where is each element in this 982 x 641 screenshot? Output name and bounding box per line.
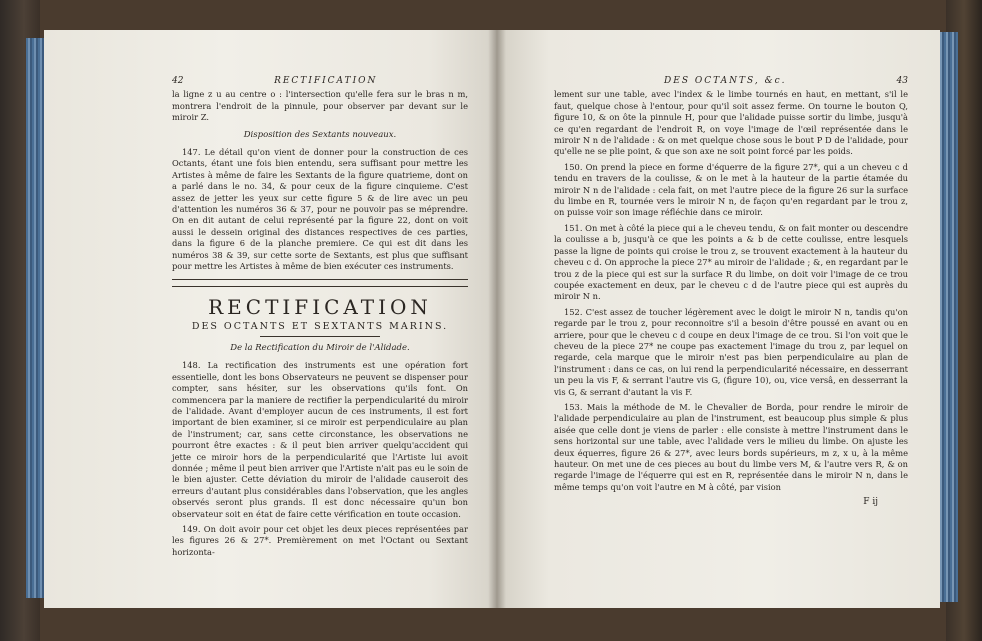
left-top-text: la ligne z u au centre o : l'intersection qu'elle fera sur le bras n m, montrera l'endroit de la pinnule, pour observer par devant sur le miroir Z. — [172, 89, 468, 123]
right-top-text: lement sur une table, avec l'index & le limbe tournés en haut, en mettant, s'il le faut, quelque chose à l'entour, pour qu'il soit assez ferme. On tourne le bouton Q, figure 10, & on ôte la pinnule H, pour que l'alidade puisse sortir du limbe, jusqu'à ce qu'en regardant de l'endroit R, on voye l'image de l'œil représentée dans le miroir N n de l'alidade : & on met quelque chose sous le bout P D de l'alidade, pour qu'elle ne se plie point, & que son axe ne soit point forcé par les poids. — [554, 89, 908, 157]
paragraph-151: 151. On met à côté la piece qui a le cheveu tendu, & on fait monter ou descendre la coulisse a b, jusqu'à ce que les points a & b de cette coulisse, entre lesquels passe la ligne de points qui croise le trou z, se trouvent exactement à la hauteur du cheveu c d. On approche la piece 27* au miroir de l'alidade ; &, en regardant par le trou z de la piece qui est sur la surface R du limbe, on doit voir l'image de ce trou coupée exactement en deux, par le cheveu c d de l'autre piece qui est auprès du miroir N n. — [554, 222, 908, 302]
right-running-head — [554, 76, 908, 87]
right-running-title: DES OCTANTS, &c. — [664, 76, 787, 86]
paragraph-149: 149. On doit avoir pour cet objet les deux pieces représentées par les figures 26 & 27*. Premièrement on met l'Octant ou Sextant horizonta- — [172, 524, 468, 557]
paragraph-150: 150. On prend la piece en forme d'équerre de la figure 27*, qui a un cheveu c d tendu en travers de la coulisse, & on le met à la hauteur de la partie étamée du miroir N n de l'alidade : cela fait, on met l'autre piece de la figure 26 sur la surface du limbe en R, tournée vers le miroir N n, de façon qu'en regardant par le trou z, on puisse voir son image réfléchie dans ce miroir. — [554, 161, 908, 218]
right-page-number: 43 — [896, 76, 908, 86]
left-running-head — [172, 76, 468, 87]
subsection-heading-alidade: De la Rectification du Miroir de l'Alidade. — [230, 342, 410, 353]
paragraph-152: 152. C'est assez de toucher légèrement avec le doigt le miroir N n, tandis qu'on regarde par le trou z, pour reconnoitre s'il a besoin d'être poussé en avant ou en arriere, pour que le cheveu c d coupe en deux l'image de ce trou. Si l'on voit que le cheveu de la piece 27* ne coupe pas exactement l'image du trou z, par lequel on regarde, cela marque que le miroir n'est pas bien perpendiculaire au plan de l'instrument : dans ce cas, on lui rend la perpendicularité nécessaire, en desserrant un peu la vis F, & serrant l'autre vis G, (figure 10), ou, vice versâ, en desserrant la vis G, & serrant d'autant la vis F. — [554, 306, 908, 397]
signature-mark: F ij — [863, 497, 878, 508]
chapter-title: RECTIFICATION — [208, 294, 432, 319]
gutter-shadow — [488, 30, 506, 608]
left-running-title: RECTIFICATION — [274, 76, 378, 86]
subtitle-rule — [260, 336, 380, 337]
right-page-edges — [938, 32, 958, 602]
chapter-subtitle: DES OCTANTS ET SEXTANTS MARINS. — [191, 320, 449, 332]
right-page — [496, 30, 940, 608]
section-heading-sextants: Disposition des Sextants nouveaux. — [243, 129, 397, 140]
paragraph-147: 147. Le détail qu'on vient de donner pour la construction de ces Octants, étant une fois bien entendu, sera suffisant pour mettre les Artistes à même de faire les Sextants de la figure quatrieme, dont on a parlé dans le no. 34, & pour ceux de la figure cinquieme. C'est assez de jetter les yeux sur cette figure 5 & de lire avec un peu d'attention les numéros 36 & 37, pour ne pouvoir pas se méprendre. On en dit autant de celui représenté par la figure 22, dont on voit aussi le dessein original des distances respectives de ces parties, dans la figure 6 de la planche premiere. Ce qui est dit dans les numéros 38 & 39, sur cette sorte de Sextants, est plus que suffisant pour mettre les Artistes à même de bien exécuter ces instruments. — [172, 147, 468, 272]
ornamental-rule — [172, 279, 468, 287]
left-page-number: 42 — [172, 76, 184, 86]
paragraph-148: 148. La rectification des instruments est une opération fort essentielle, dont les bons Observateurs ne peuvent se dispenser pour compter, sans hésiter, sur les observations qu'ils font. On commencera par la maniere de rectifier la perpendicularité du miroir de l'alidade. Avant d'employer aucun de ces instruments, il est fort important de bien examiner, si ce miroir est perpendiculaire au plan de l'instrument; car, sans cette circonstance, les observations ne pourront être exactes : & il peut bien arriver quelqu'accident qui jette ce miroir hors de la perpendicularité que l'Artiste lui avoit donnée ; même il peut bien arriver que l'Artiste n'ait pas eu le soin de le bien ajuster. Cette déviation du miroir de l'alidade causeroit des erreurs d'autant plus considérables dans l'observation, que les angles observés seront plus grands. Il est donc nécessaire qu'un bon observateur soit en état de faire cette vérification en toute occasion. — [172, 360, 468, 519]
paragraph-153: 153. Mais la méthode de M. le Chevalier de Borda, pour rendre le miroir de l'alidade perpendiculaire au plan de l'instrument, est beaucoup plus simple & plus aisée que celle dont je viens de parler : elle consiste à mettre l'instrument dans le sens horizontal sur une table, avec l'alidade vers le milieu du limbe. On ajuste les deux équerres, figure 26 & 27*, avec leurs bords supérieurs, m z, x u, à la même hauteur. On met une de ces pieces au bout du limbe vers M, & l'autre vers R, & on regarde l'image de l'équerre qui est en R, représentée dans le miroir N n, dans le même temps qu'on voit l'autre en M à côté, par vision — [554, 401, 908, 492]
left-page — [44, 30, 496, 608]
